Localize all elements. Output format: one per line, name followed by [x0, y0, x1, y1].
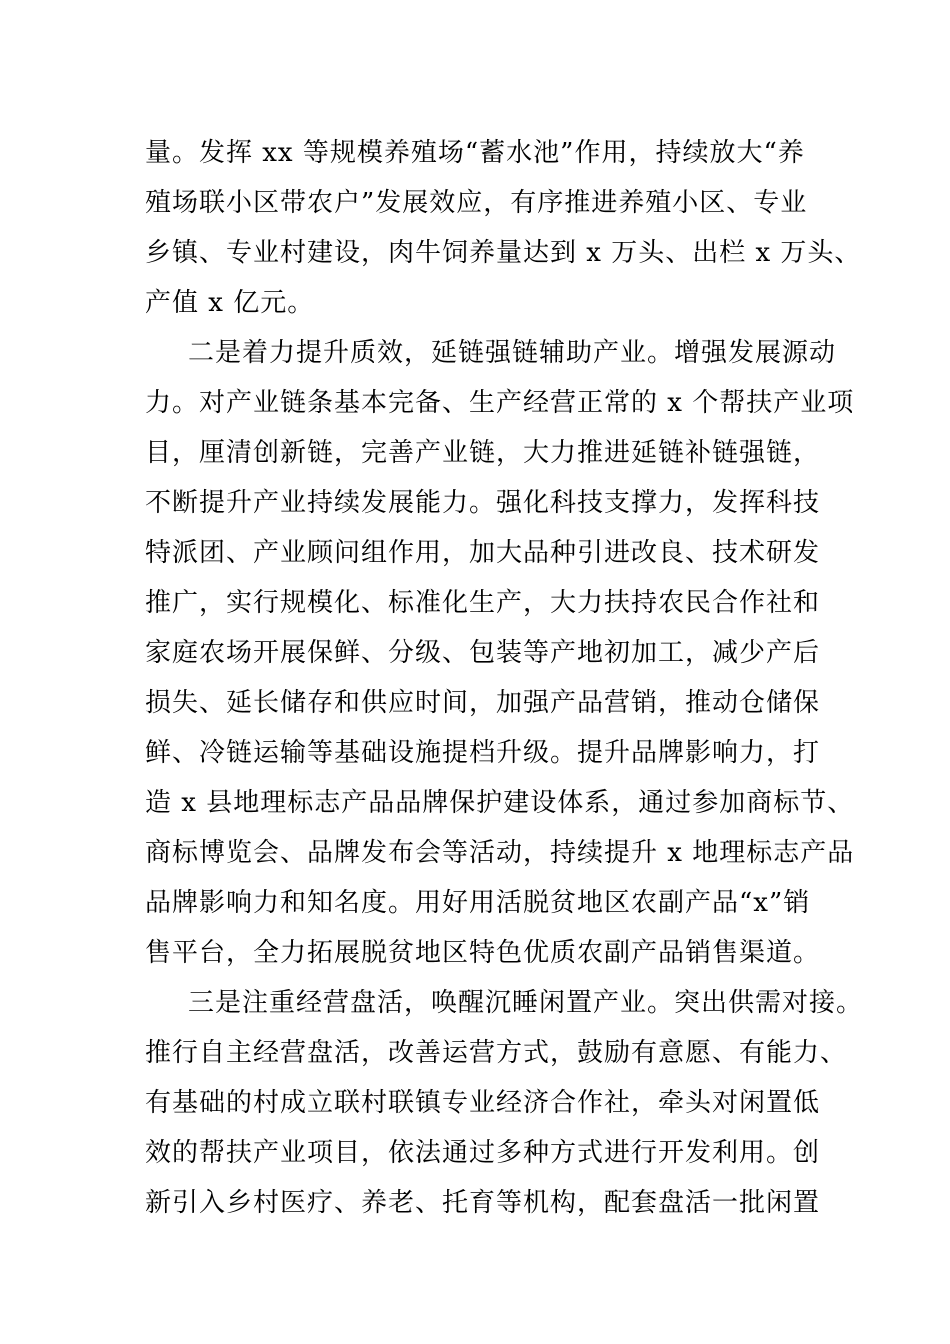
paragraph-line: 推行自主经营盘活，改善运营方式，鼓励有意愿、有能力、: [145, 1038, 848, 1068]
paragraph-line: 乡镇、专业村建设，肉牛饲养量达到 x 万头、出栏 x 万头、: [145, 238, 862, 268]
paragraph-line: 量。发挥 xx 等规模养殖场“蓄水池”作用，持续放大“养: [145, 138, 805, 168]
paragraph-line: 力。对产业链条基本完备、生产经营正常的 x 个帮扶产业项: [145, 388, 855, 418]
paragraph-line: 效的帮扶产业项目，依法通过多种方式进行开发利用。创: [145, 1138, 821, 1168]
paragraph-line: 产值 x 亿元。: [145, 288, 315, 318]
paragraph-line: 殖场联小区带农户”发展效应，有序推进养殖小区、专业: [145, 188, 808, 218]
paragraph-line: 不断提升产业持续发展能力。强化科技支撑力，发挥科技: [145, 488, 821, 518]
paragraph-line: 目，厘清创新链，完善产业链，大力推进延链补链强链，: [145, 438, 821, 468]
paragraph-line: 造 x 县地理标志产品品牌保护建设体系，通过参加商标节、: [145, 788, 855, 818]
paragraph-line: 售平台，全力拓展脱贫地区特色优质农副产品销售渠道。: [145, 938, 821, 968]
paragraph-line: 品牌影响力和知名度。用好用活脱贫地区农副产品“x”销: [145, 888, 811, 918]
paragraph-line: 家庭农场开展保鲜、分级、包装等产地初加工，减少产后: [145, 638, 821, 668]
paragraph-line: 二是着力提升质效，延链强链辅助产业。增强发展源动: [188, 338, 837, 368]
paragraph-line: 三是注重经营盘活，唤醒沉睡闲置产业。突出供需对接。: [188, 988, 864, 1018]
paragraph-line: 有基础的村成立联村联镇专业经济合作社，牵头对闲置低: [145, 1088, 821, 1118]
paragraph-line: 商标博览会、品牌发布会等活动，持续提升 x 地理标志产品: [145, 838, 855, 868]
paragraph-line: 损失、延长储存和供应时间，加强产品营销，推动仓储保: [145, 688, 821, 718]
paragraph-line: 新引入乡村医疗、养老、托育等机构，配套盘活一批闲置: [145, 1188, 821, 1218]
paragraph-line: 鲜、冷链运输等基础设施提档升级。提升品牌影响力，打: [145, 738, 821, 768]
paragraph-line: 特派团、产业顾问组作用，加大品种引进改良、技术研发: [145, 538, 821, 568]
paragraph-line: 推广，实行规模化、标准化生产，大力扶持农民合作社和: [145, 588, 821, 618]
